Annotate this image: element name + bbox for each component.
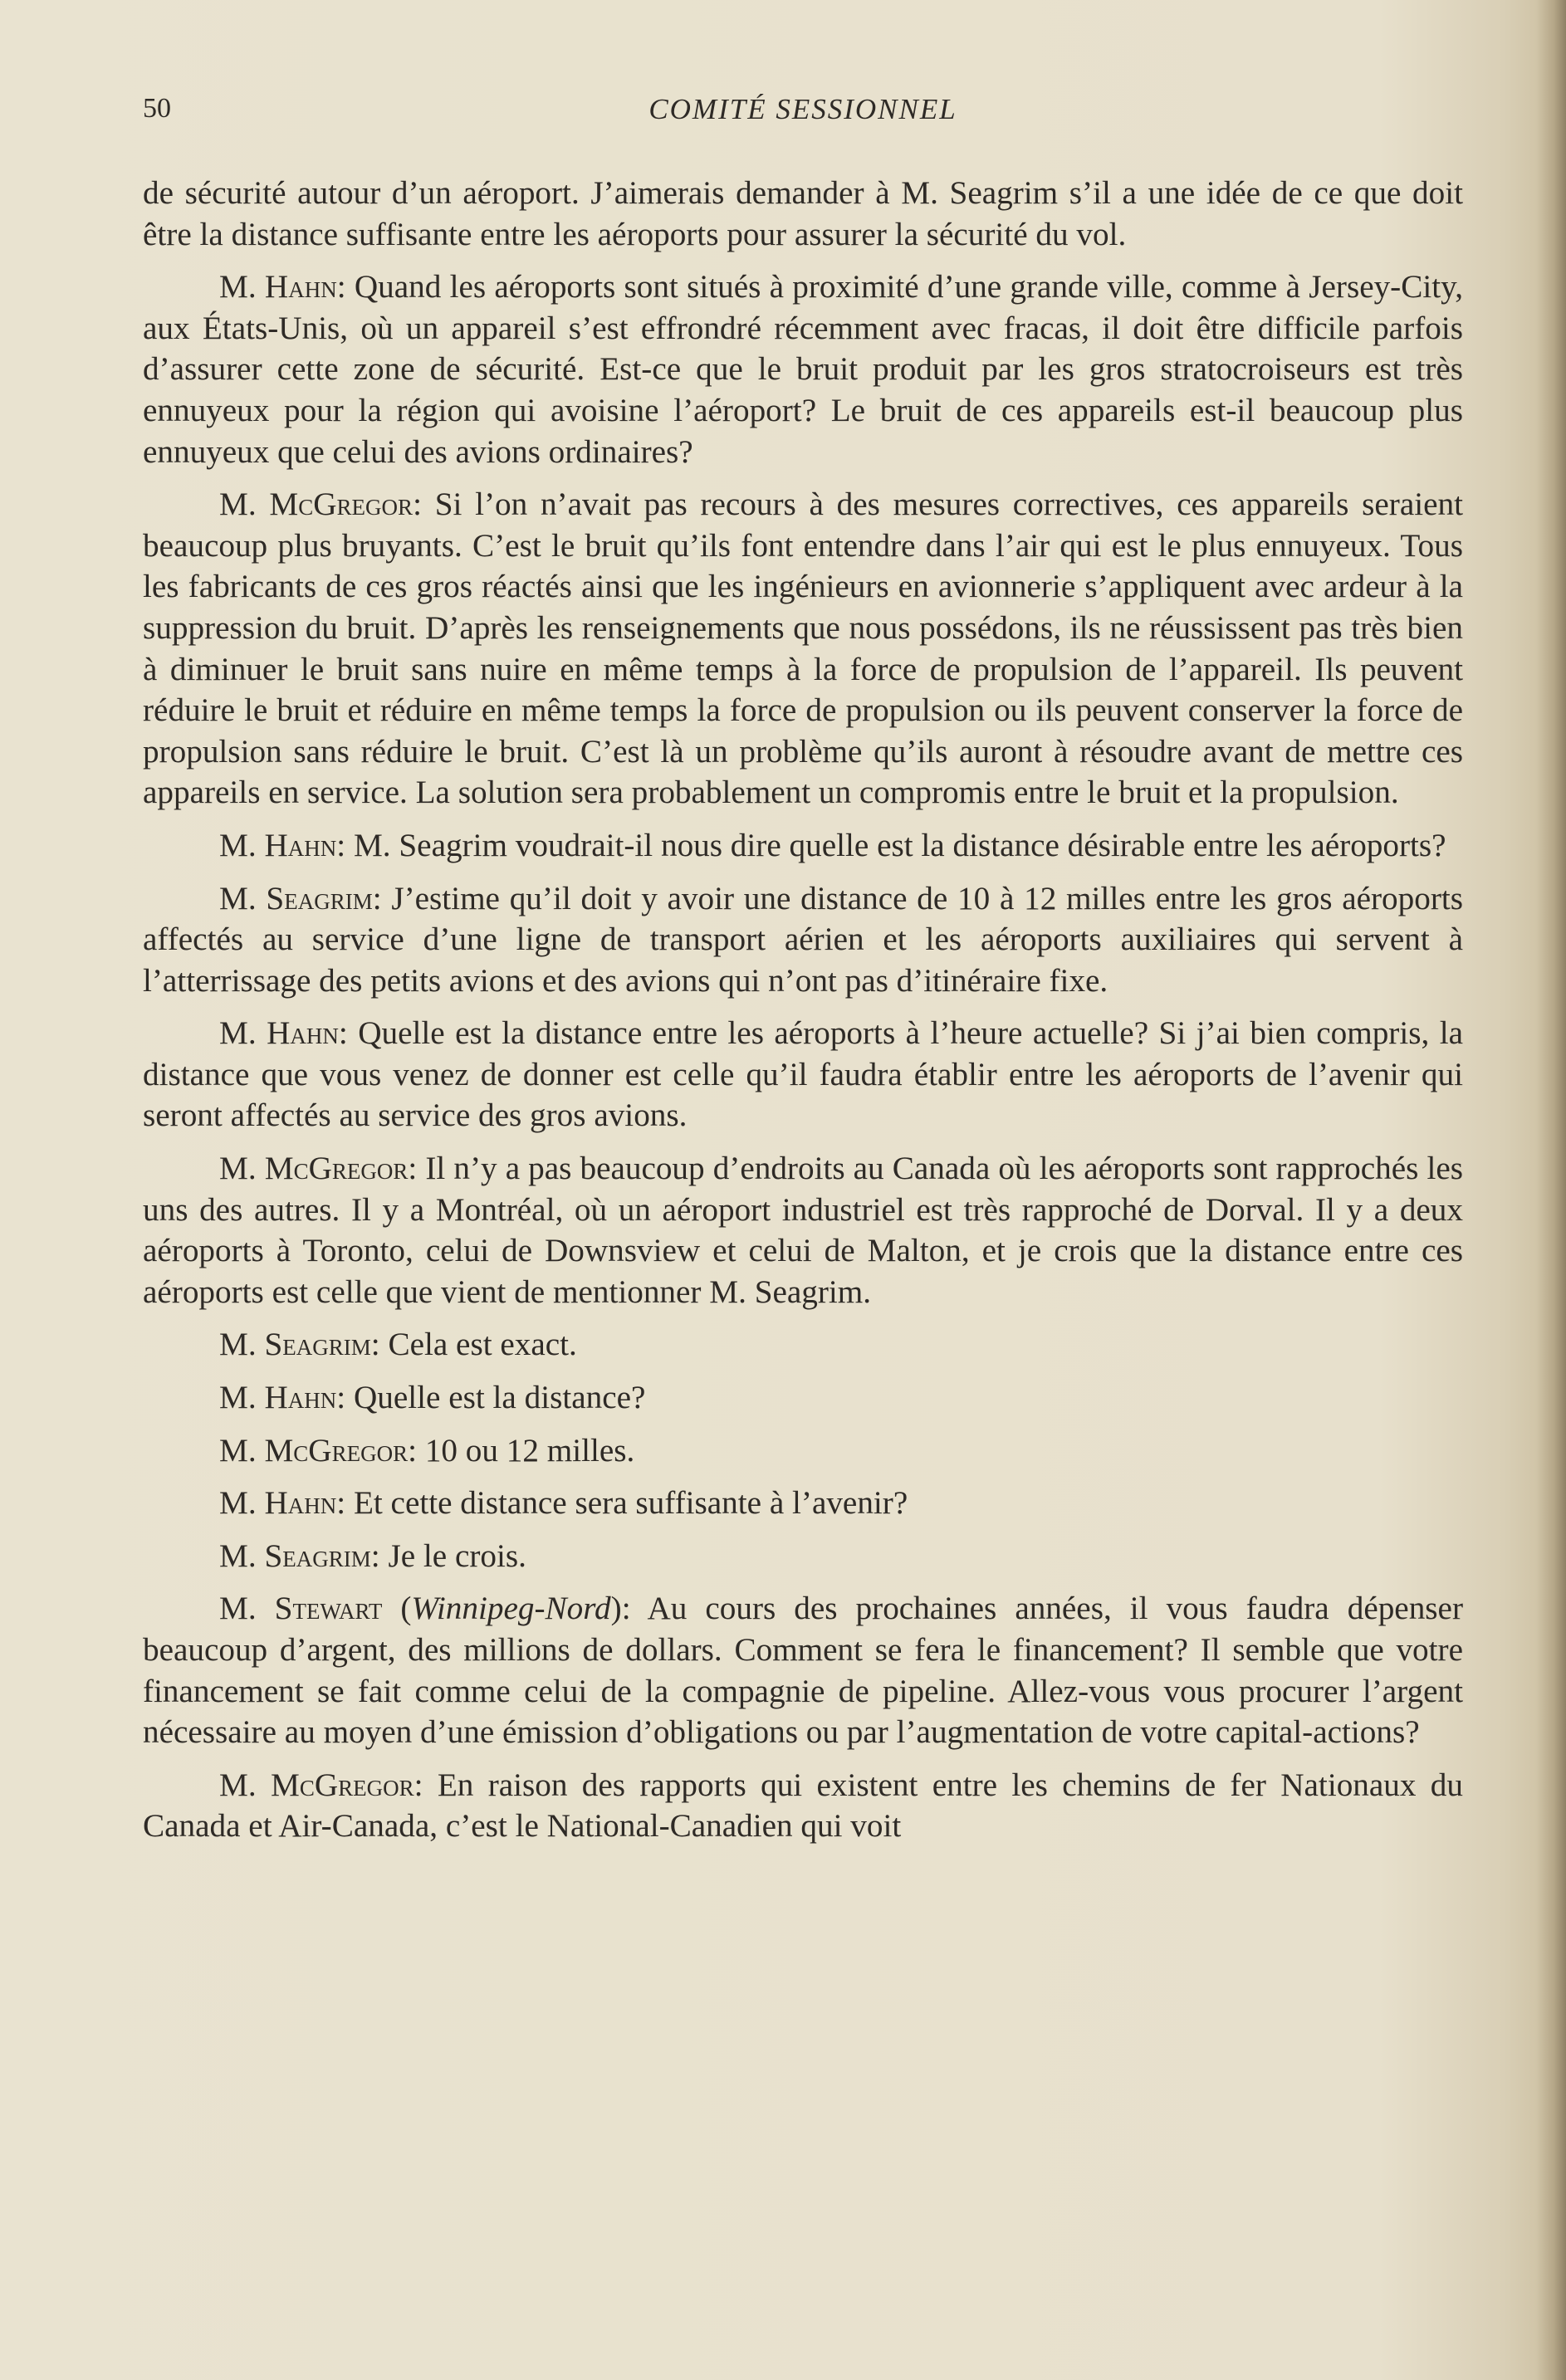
speech-paragraph: M. McGregor: Si l’on n’avait pas recours à des mesures correctives, ces appareils seraient beaucoup plus bruyants. C’est le bruit qu’ils font entendre dans l’air qui est le plus ennuyeux. Tous les fabricants de ces gros réactés ainsi que les ingénieurs en avionnerie s’appliquent avec ardeur à la suppression du bruit. D’après les renseignements que nous possédons, ils ne réussissent pas très bien à diminuer le bruit sans nuire en même temps à la force de propulsion de l’appareil. Ils peuvent réduire le bruit et réduire en même temps la force de propulsion ou ils peuvent conserver la force de propulsion sans réduire le bruit. C’est là un problème qu’ils auront à résoudre avant de mettre ces appareils en service. La solution sera probablement un compromis entre le bruit et la propulsion. xyxy=(143,486,1463,811)
speaker-title: M. xyxy=(219,1432,265,1469)
speaker-name: Hahn xyxy=(264,269,337,305)
speaker-name: Seagrim xyxy=(266,880,373,916)
speaker-name: McGregor xyxy=(270,1767,414,1803)
speaker-title: M. xyxy=(219,880,267,916)
speaker-title: M. xyxy=(219,269,265,305)
paragraph-text: de sécurité autour d’un aéroport. J’aimerais demander à M. Seagrim s’il a une idée de ce que doit être la distance suffisante entre les aéroports pour assurer la sécurité du vol. xyxy=(143,175,1463,252)
speaker-name: McGregor xyxy=(269,486,414,523)
speaker-name: Seagrim xyxy=(264,1327,371,1363)
speaker-title: M. xyxy=(219,1537,265,1574)
speaker-name: Hahn xyxy=(267,1015,339,1052)
paragraph-text: J’estime qu’il doit y avoir une distance de 10 à 12 milles entre les gros aéroports affectés au service d’une ligne de transport aérien et les aéroports auxiliaires qui servent à l’atterrissage des petits avions et des avions qui n’ont pas d’itinéraire fixe. xyxy=(143,880,1464,999)
continuation-paragraph xyxy=(143,173,1463,255)
paragraph-text: Et cette distance sera suffisante à l’avenir? xyxy=(353,1485,908,1522)
page-number: 50 xyxy=(143,93,171,124)
speech-paragraph: M. Seagrim: J’estime qu’il doit y avoir une distance de 10 à 12 milles entre les gros aéroports affectés au service d’une ligne de transport aérien et les aéroports auxiliaires qui servent à l’atterrissage des petits avions et des avions qui n’ont pas d’itinéraire fixe. xyxy=(143,880,1464,999)
paragraph-text: Si l’on n’avait pas recours à des mesures correctives, ces appareils seraient beaucoup plus bruyants. C’est le bruit qu’ils font entendre dans l’air qui est le plus ennuyeux. Tous les fabricants de ces gros réactés ainsi que les ingénieurs en avionnerie s’appliquent avec ardeur à la suppression du bruit. D’après les renseignements que nous possédons, ils ne réussissent pas très bien à diminuer le bruit sans nuire en même temps à la force de propulsion de l’appareil. Ils peuvent réduire le bruit et réduire en même temps la force de propulsion ou ils peuvent conserver la force de propulsion sans réduire le bruit. C’est là un problème qu’ils auront à résoudre avant de mettre ces appareils en service. La solution sera probablement un compromis entre le bruit et la propulsion. xyxy=(143,486,1463,811)
speaker-name: McGregor xyxy=(264,1432,409,1469)
page-edge-shadow xyxy=(1536,0,1566,2380)
paragraph-text: Quelle est la distance entre les aéroports à l’heure actuelle? Si j’ai bien compris, la distance que vous venez de donner est celle qu’il faudra établir entre les aéroports de l’avenir qui seront affectés au service des gros avions. xyxy=(143,1015,1464,1134)
speech-paragraph: M. Hahn: Et cette distance sera suffisante à l’avenir? xyxy=(219,1485,908,1522)
body-text xyxy=(143,173,1463,1847)
speaker-title: M. xyxy=(219,1380,265,1416)
speech-paragraph: M. Stewart (Winnipeg-Nord): Au cours des prochaines années, il vous faudra dépenser beaucoup d’argent, des millions de dollars. Comment se fera le financement? Il semble que votre financement se fait comme celui de la compagnie de pipeline. Allez-vous vous procurer l’argent nécessaire au moyen d’une émission d’obligations ou par l’augmentation de votre capital-actions? xyxy=(143,1591,1463,1751)
speaker-title: M. xyxy=(219,1015,267,1052)
speech-paragraph: M. Seagrim: Je le crois. xyxy=(219,1537,526,1574)
speaker-title: M. xyxy=(219,1151,265,1187)
speaker-title: M. xyxy=(219,1591,275,1627)
speech-paragraph: M. Hahn: Quelle est la distance? xyxy=(219,1380,646,1416)
speech-paragraph: M. Hahn: Quand les aéroports sont situés à proximité d’une grande ville, comme à Jersey-City, aux États-Unis, où un appareil s’est effrondré récemment avec fracas, il doit être difficile parfois d’assurer cette zone de sécurité. Est-ce que le bruit produit par les gros stratocroiseurs est très ennuyeux pour la région qui avoisine l’aéroport? Le bruit de ces appareils est-il beaucoup plus ennuyeux que celui des avions ordinaires? xyxy=(143,269,1463,470)
speaker-name: Stewart xyxy=(274,1591,383,1627)
speaker-name: Seagrim xyxy=(264,1537,371,1574)
speaker-title: M. xyxy=(219,486,270,523)
speaker-name: McGregor xyxy=(264,1151,409,1187)
speaker-name: Hahn xyxy=(264,1380,337,1416)
paragraph-text: En raison des rapports qui existent entre les chemins de fer Nationaux du Canada et Air-Canada, c’est le National-Canadien qui voit xyxy=(143,1767,1463,1845)
speaker-name: Hahn xyxy=(264,1485,337,1522)
speech-paragraph: M. McGregor: 10 ou 12 milles. xyxy=(219,1432,635,1469)
paragraph-text: 10 ou 12 milles. xyxy=(424,1432,635,1469)
speech-paragraph: M. Hahn: M. Seagrim voudrait-il nous dire quelle est la distance désirable entre les aéroports? xyxy=(219,827,1446,863)
speech-paragraph: M. Hahn: Quelle est la distance entre les aéroports à l’heure actuelle? Si j’ai bien compris, la distance que vous venez de donner est celle qu’il faudra établir entre les aéroports de l’avenir qui seront affectés au service des gros avions. xyxy=(143,1015,1464,1134)
paragraph-text: Je le crois. xyxy=(388,1537,526,1574)
paragraph-text: Cela est exact. xyxy=(388,1327,577,1363)
speaker-name: Hahn xyxy=(264,827,337,863)
running-title: COMITÉ SESSIONNEL xyxy=(648,93,957,125)
speaker-title: M. xyxy=(219,1767,271,1803)
paragraph-text: Au cours des prochaines années, il vous faudra dépenser beaucoup d’argent, des millions de dollars. Comment se fera le financement? Il semble que votre financement se fait comme celui de la compagnie de pipeline. Allez-vous vous procurer l’argent nécessaire au moyen d’une émission d’obligations ou par l’augmentation de votre capital-actions? xyxy=(143,1591,1463,1751)
paragraph-text: Il n’y a pas beaucoup d’endroits au Canada où les aéroports sont rapprochés les uns des autres. Il y a Montréal, où un aéroport industriel est très rapproché de Dorval. Il y a deux aéroports à Toronto, celui de Downsview et celui de Malton, et je crois que la distance entre ces aéroports est celle que vient de mentionner M. Seagrim. xyxy=(143,1151,1463,1310)
page-header xyxy=(143,93,1463,136)
speaker-title: M. xyxy=(219,827,265,863)
paragraph-text: Quand les aéroports sont situés à proximité d’une grande ville, comme à Jersey-City, aux États-Unis, où un appareil s’est effrondré récemment avec fracas, il doit être difficile parfois d’assurer cette zone de sécurité. Est-ce que le bruit produit par les gros stratocroiseurs est très ennuyeux pour la région qui avoisine l’aéroport? Le bruit de ces appareils est-il beaucoup plus ennuyeux que celui des avions ordinaires? xyxy=(143,269,1463,470)
speaker-constituency: Winnipeg-Nord xyxy=(411,1591,611,1627)
speaker-title: M. xyxy=(219,1327,265,1363)
speech-paragraph: M. Seagrim: Cela est exact. xyxy=(219,1327,577,1363)
speaker-title: M. xyxy=(219,1485,265,1522)
paragraph-text: Quelle est la distance? xyxy=(353,1380,646,1416)
speech-paragraph: M. McGregor: En raison des rapports qui existent entre les chemins de fer Nationaux du Canada et Air-Canada, c’est le National-Canadien qui voit xyxy=(143,1767,1463,1845)
speech-paragraph: M. McGregor: Il n’y a pas beaucoup d’endroits au Canada où les aéroports sont rapprochés les uns des autres. Il y a Montréal, où un aéroport industriel est très rapproché de Dorval. Il y a deux aéroports à Toronto, celui de Downsview et celui de Malton, et je crois que la distance entre ces aéroports est celle que vient de mentionner M. Seagrim. xyxy=(143,1151,1463,1310)
paragraph-text: M. Seagrim voudrait-il nous dire quelle est la distance désirable entre les aéroports? xyxy=(353,827,1446,863)
